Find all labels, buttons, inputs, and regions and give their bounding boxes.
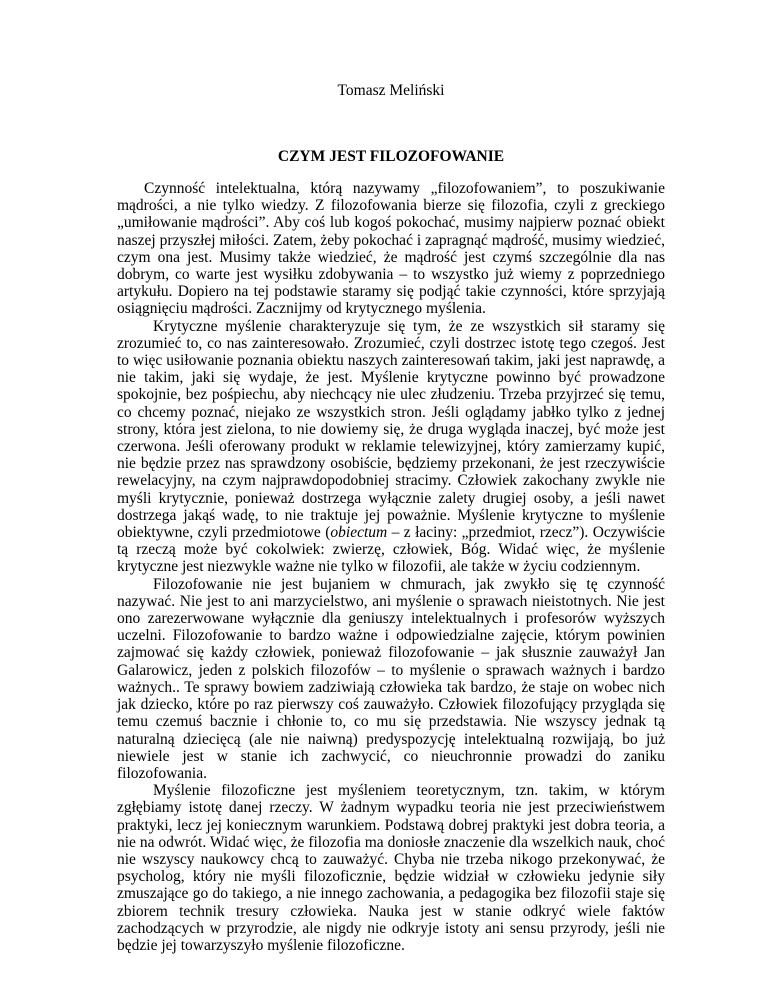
paragraph-2-emphasis: obiectum <box>330 524 388 542</box>
paragraph-2-text-before: Krytyczne myślenie charakteryzuje się tym, że ze wszystkich sił staramy się zrozumieć to, co nas zainteresowało. Zrozumieć, czyli dostrzec istotę tego czegoś. Jest to więc usiłowanie poznania obiektu naszych zainteresowań takim, jaki jest naprawdę, a nie takim, jaki się wydaje, że jest. Myślenie krytyczne powinno być prowadzone spokojnie, bez pośpiechu, aby niechcący nie ulec złudzeniu. Trzeba przyjrzeć się temu, co chcemy poznać, niejako ze wszystkich stron. Jeśli oglądamy jabłko tylko z jednej strony, która jest zielona, to nie dowiemy się, że druga wygląda inaczej, być może jest czerwona. Jeśli oferowany produkt w reklamie telewizyjnej, który zamierzamy kupić, nie będzie przez nas sprawdzony osobiście, będziemy przekonani, że jest rzeczywiście rewelacyjny, na czym najprawdopodobniej stracimy. Człowiek zakochany zwykle nie myśli krytycznie, ponieważ dostrzega wyłącznie zalety drugiej osoby, a jeśli nawet dostrzega jakąś wadę, to nie traktuje jej poważnie. Myślenie krytyczne to myślenie obiektywne, czyli przedmiotowe ( <box>117 317 665 542</box>
author-name: Tomasz Meliński <box>337 82 445 99</box>
paragraph-4: Myślenie filozoficzne jest myśleniem teoretycznym, tzn. takim, w którym zgłębiamy istotę danej rzeczy. W żadnym wypadku teoria nie jest przeciwieństwem praktyki, lecz jej koniecznym warunkiem. Podstawą dobrej praktyki jest dobra teoria, a nie na odwrót. Widać więc, że filozofia ma doniosłe znaczenie dla wszelkich nauk, choć nie wszyscy naukowcy chcą to zauważyć. Chyba nie trzeba nikogo przekonywać, że psycholog, który nie myśli filozoficznie, będzie widział w człowieku jedynie siły zmuszające go do takiego, a nie innego zachowania, a pedagogika bez filozofii staje się zbiorem technik tresury człowieka. Nauka jest w stanie odkryć wiele faktów zachodzących w przyrodzie, ale nigdy nie odkryje istoty ani sensu przyrody, jeśli nie będzie jej towarzyszyło myślenie filozoficzne. <box>117 782 665 954</box>
paragraph-2 <box>117 318 665 576</box>
document-body <box>117 180 665 954</box>
document-title: CZYM JEST FILOZOFOWANIE <box>277 148 505 165</box>
paragraph-3: Filozofowanie nie jest bujaniem w chmurach, jak zwykło się tę czynność nazywać. Nie jest to ani marzycielstwo, ani myślenie o sprawach nieistotnych. Nie jest ono zarezerwowane wyłącznie dla geniuszy intelektualnych i profesorów wyższych uczelni. Filozofowanie to bardzo ważne i odpowiedzialne zajęcie, którym powinien zajmować się każdy człowiek, ponieważ filozofowanie – jak słusznie zauważył Jan Galarowicz, jeden z polskich filozofów – to myślenie o sprawach ważnych i bardzo ważnych.. Te sprawy bowiem zadziwiają człowieka tak bardzo, że staje on wobec nich jak dziecko, które po raz pierwszy coś zauważyło. Człowiek filozofujący przygląda się temu czemuś bacznie i chłonie to, co mu się przedstawia. Nie wszyscy jednak tą naturalną dziecięcą (ale nie naiwną) predyspozycję intelektualną rozwijają, bo już niewiele jest w stanie ich zachwycić, co nieuchronnie prowadzi do zaniku filozofowania. <box>117 575 665 782</box>
paragraph-2-text-after: – z łaciny: „przedmiot, rzecz”). Oczywiście tą rzeczą może być cokolwiek: zwierzę, człowiek, Bóg. Widać więc, że myślenie krytyczne jest niezwykle ważne nie tylko w filozofii, ale także w życiu codziennym. <box>117 524 665 576</box>
paragraph-1: Czynność intelektualna, którą nazywamy „filozofowaniem”, to poszukiwanie mądrości, a nie tylko wiedzy. Z filozofowania bierze się filozofia, czyli z greckiego „umiłowanie mądrości”. Aby coś lub kogoś pokochać, musimy najpierw poznać obiekt naszej przyszłej miłości. Zatem, żeby pokochać i zapragnąć mądrość, musimy wiedzieć, czym ona jest. Musimy także wiedzieć, że mądrość jest czymś szczególnie dla nas dobrym, co warte jest wysiłku zdobywania – to wszystko już wiemy z poprzedniego artykułu. Dopiero na tej podstawie staramy się podjąć takie czynności, które sprzyjają osiągnięciu mądrości. Zacznijmy od krytycznego myślenia. <box>117 180 665 318</box>
